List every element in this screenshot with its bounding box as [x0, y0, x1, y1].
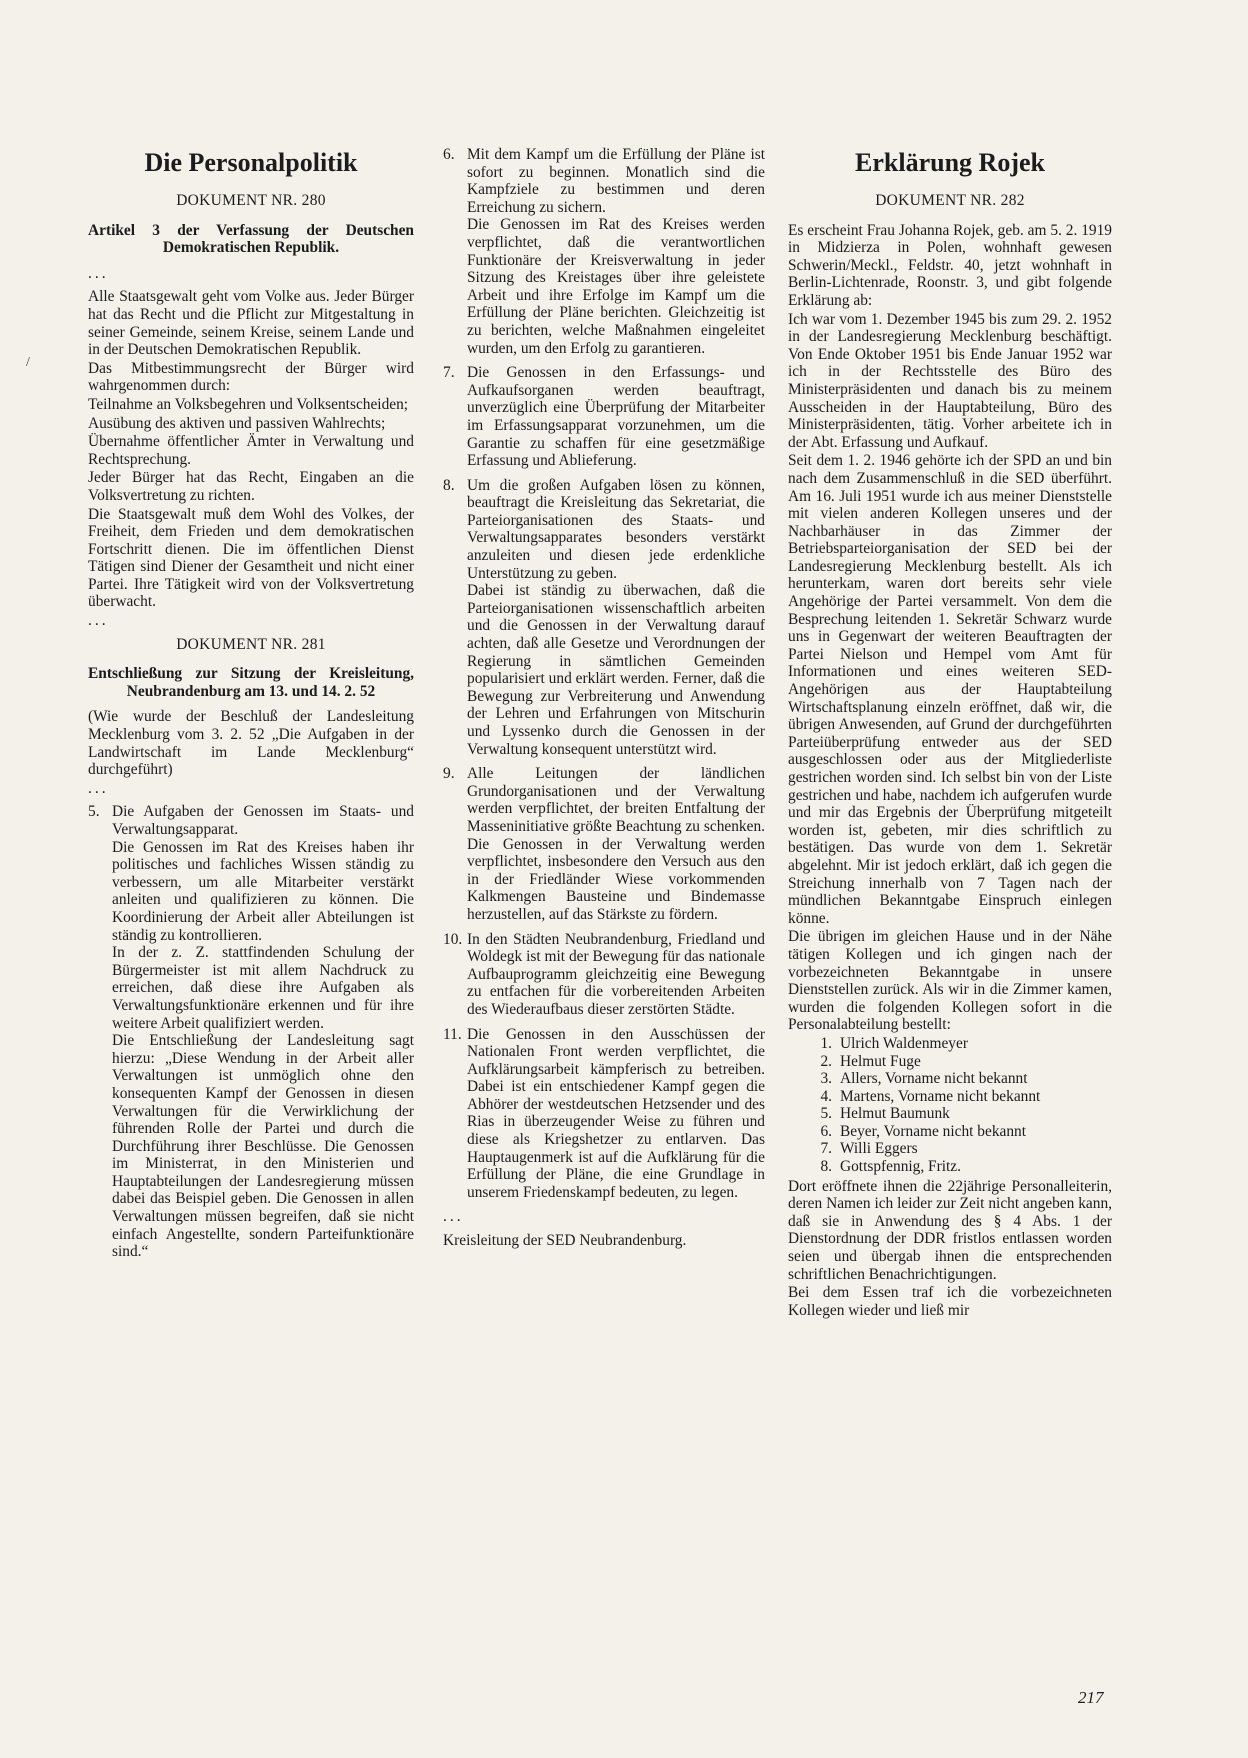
paragraph: In den Städten Neubrandenburg, Friedland und Woldegk ist mit der Bewegung für das nationale Aufbauprogramm gleichzeitig eine Bewegung zu entfachen für die vorbereitenden Arbeiten des Wiederaufbaus dieser zerstörten Städte. — [467, 930, 765, 1018]
paragraph: In der z. Z. stattfindenden Schulung der Bürgermeister ist mit allem Nachdruck zu erreichen, daß diese ihre Aufgaben als Verwaltungsfunktionäre erkennen und für ihre weitere Arbeit qualifiziert werden. — [112, 944, 414, 1032]
paragraph: Die Genossen in den Ausschüssen der Nationalen Front werden verpflichtet, die Aufklärungsarbeit kämpferisch zu betreiben. Dabei ist ein entschiedener Kampf gegen die Abhörer der westdeutschen Hetzsender und des Rias in überzeugender Weise zu führen und diese als Kriegshetzer zu entlarven. Das Hauptaugenmerk ist auf die Aufklärung für die Erfüllung der Pläne, die eine Grundlage in unserem Friedenskampf bedeuten, zu legen. — [467, 1025, 765, 1201]
numbered-item-7 — [443, 364, 765, 470]
paragraph: Alle Leitungen der ländlichen Grundorganisationen und der Verwaltung werden verpflichtet, der breiten Entfaltung der Masseninitiative größte Beachtung zu schenken. Die Genossen in der Verwaltung werden verpflichtet, insbesondere den Versuch aus den in der Friedländer Wiese vorkommenden Kalkmengen Bausteine und Bindemasse herzustellen, auf das Stärkste zu fördern. — [467, 765, 765, 923]
paragraph: Die Staatsgewalt muß dem Wohl des Volkes, der Freiheit, dem Frieden und dem demokratischen Fortschritt dienen. Die im öffentlichen Dienst Tätigen sind Diener der Gesamtheit und nicht einer Partei. Ihre Tätigkeit wird von der Volksvertretung überwacht. — [88, 505, 414, 611]
list-item: 8. Gottspfennig, Fritz. — [820, 1158, 961, 1176]
ellipsis: ... — [88, 779, 109, 797]
numbered-item-5 — [88, 803, 414, 1260]
paragraph: Die Genossen im Rat des Kreises haben ihr politisches und fachliches Wissen ständig zu verbessern, um alle Mitarbeiter verstärkt anleiten und qualifizieren zu können. Die Koordinierung der Arbeit aller Abteilungen ist ständig zu kontrollieren. — [112, 838, 414, 944]
column-left — [88, 140, 414, 1268]
paragraph: Seit dem 1. 2. 1946 gehörte ich der SPD an und bin nach dem Zusammenschluß in die SED überführt. Am 16. Juli 1951 wurde ich aus meiner Dienststelle mit vielen anderen Kollegen unseres und der Nachbarhäuser in das Zimmer der Betriebsparteiorganisation der SED bei der Landesregierung Mecklenburg bestellt. Als ich herunterkam, waren dort bereits sehr viele Angehörige der Partei versammelt. Von dem die Besprechung leitenden 1. Sekretär Schwarz wurde uns in Gegenwart der weiteren Beauftragten der Partei Nielson und Hempel vom Amt für Informationen und eines weiteren SED-Angehörigen aus der Hauptabteilung Wirtschaftsplanung einzeln eröffnet, daß wir, die übrigen Anwesenden, auf Grund der durchgeführten Parteiüberprüfung entweder aus der SED ausgeschlossen oder aus der Mitgliederliste gestrichen worden sind. Ich selbst bin von der Liste gestrichen und habe, nachdem ich aufgerufen wurde und mir das Ergebnis der Überprüfung mitgeteilt worden ist, gebeten, mir dies schriftlich zu bestätigen. Das wurde von dem 1. Sekretär abgelehnt. Mir ist jedoch erklärt, daß ich gegen die Streichung innerhalb von 7 Tagen nach der mündlichen Bekanntgabe Einspruch einlegen könne. — [788, 452, 1112, 927]
ellipsis: ... — [88, 612, 109, 630]
paragraph: Die Genossen in den Erfassungs- und Aufkaufsorganen werden beauftragt, unverzüglich eine Überprüfung der Mitarbeiter im Erfassungsapparat vorzunehmen, um die Garantie zu schaffen für eine gesetzmäßige Erfassung und Ablieferung. — [467, 364, 765, 470]
margin-mark: / — [26, 355, 30, 370]
ellipsis: ... — [88, 264, 109, 282]
paragraph: Um die großen Aufgaben lösen zu können, beauftragt die Kreisleitung das Sekretariat, die Parteiorganisationen des Staats- und Verwaltungsapparates besonders verstärkt anzuleiten und diesen jede erdenkliche Unterstützung zu geben. — [467, 476, 765, 582]
signature: Kreisleitung der SED Neubrandenburg. — [443, 1232, 687, 1250]
list-item: 6. Beyer, Vorname nicht bekannt — [820, 1122, 1027, 1140]
item-number: 5. — [88, 803, 100, 821]
paragraph: Ich war vom 1. Dezember 1945 bis zum 29. 2. 1952 in der Landesregierung Mecklenburg beschäftigt. Von Ende Oktober 1951 bis Ende Januar 1952 war ich in der Rechtsstelle des Büro des Ministerpräsidenten und danach bis zu meinem Ausscheiden in der Hauptabteilung, Büro des Ministerpräsidenten, tätig. Vorher arbeitete ich in der Abt. Erfassung und Aufkauf. — [788, 310, 1112, 451]
paragraph: Die übrigen im gleichen Hause und in der Nähe tätigen Kollegen und ich gingen nach der vorbezeichneten Bekanntgabe in unsere Dienststellen zurück. Als wir in die Zimmer kamen, wurden die folgenden Kollegen sofort in die Personalabteilung bestellt: — [788, 928, 1112, 1034]
numbered-item-8 — [443, 477, 765, 759]
numbered-item-6 — [443, 146, 765, 357]
paragraph: Das Mitbestimmungsrecht der Bürger wird wahrgenommen durch: — [88, 359, 414, 395]
column-right — [788, 140, 1112, 1320]
list-item: 2. Helmut Fuge — [820, 1052, 921, 1070]
list-item: 7. Willi Eggers — [820, 1140, 918, 1158]
paragraph: Es erscheint Frau Johanna Rojek, geb. am 5. 2. 1919 in Midzierza in Polen, wohnhaft gewesen Schwerin/Meckl., Feldstr. 40, jetzt wohnhaft in Berlin-Lichtenrade, Roonstr. 3, und gibt folgende Erklärung ab: — [788, 221, 1112, 309]
paragraph: Dabei ist ständig zu überwachen, daß die Parteiorganisationen wissenschaftlich arbeiten und die Genossen in der Verwaltung darauf achten, daß alle Gesetze und Verordnungen der Regierung in sämtlichen Gemeinden popularisiert und erklärt werden. Ferner, daß die Bewegung zur Verbreiterung und Anwendung der Lehren und Erfahrungen von Mitschurin und Lyssenko durch die Genossen in der Verwaltung konsequent unterstützt wird. — [467, 582, 765, 758]
paragraph: Die Entschließung der Landesleitung sagt hierzu: „Diese Wendung in der Arbeit aller Verwaltungen ist unmöglich ohne den konsequenten Kampf der Genossen in diesen Verwaltungen für die Verwirklichung der führenden Rolle der Partei und durch die Durchführung ihrer Beschlüsse. Die Genossen im Ministerrat, in den Ministerien und Hauptabteilungen der Landesregierung müssen dabei das Beispiel geben. Die Genossen in allen Verwaltungen müssen begreifen, daß sie nicht einfach Angestellte, sondern Parteifunktionäre sind.“ — [112, 1032, 414, 1261]
item-number: 9. — [443, 765, 455, 783]
item-number: 10. — [443, 930, 463, 948]
paragraph: Die Genossen im Rat des Kreises werden verpflichtet, daß die verantwortlichen Funktionäre der Kreisverwaltung in jeder Sitzung des Kreistages über ihre geleistete Arbeit und ihre Erfolge im Kampf um die Erfüllung der Pläne berichten. Gleichzeitig ist zu berichten, welche Maßnahmen eingeleitet wurden, um den Erfolg zu garantieren. — [467, 216, 765, 357]
article-heading: Artikel 3 der Verfassung der Deutschen Demokratischen Republik. — [88, 221, 414, 257]
ellipsis: ... — [443, 1208, 464, 1226]
paragraph: Teilnahme an Volksbegehren und Volksentscheiden; — [88, 395, 409, 413]
paragraph: Mit dem Kampf um die Erfüllung der Pläne ist sofort zu beginnen. Monatlich sind die Kampfziele zu bestimmen und deren Erreichung zu sichern. — [467, 146, 765, 216]
paragraph: Alle Staatsgewalt geht vom Volke aus. Jeder Bürger hat das Recht und die Pflicht zur Mitgestaltung in seiner Gemeinde, seinem Kreise, seinem Lande und in der Deutschen Demokratischen Republik. — [88, 288, 414, 359]
list-item: 5. Helmut Baumunk — [820, 1105, 950, 1123]
paragraph: Übernahme öffentlicher Ämter in Verwaltung und Rechtsprechung. — [88, 433, 414, 468]
resolution-title: Entschließung zur Sitzung der Kreisleitung, Neubrandenburg am 13. und 14. 2. 52 — [88, 665, 414, 700]
document-heading-281: DOKUMENT NR. 281 — [176, 635, 326, 653]
paragraph: Jeder Bürger hat das Recht, Eingaben an die Volksvertretung zu richten. — [88, 469, 414, 504]
list-item: 1. Ulrich Waldenmeyer — [820, 1034, 968, 1052]
colleague-list — [810, 1035, 1112, 1176]
page-number: 217 — [1078, 1688, 1104, 1707]
paragraph: Dort eröffnete ihnen die 22jährige Personalleiterin, deren Namen ich leider zur Zeit nicht angeben kann, daß sie in Anwendung des § 4 Abs. 1 der Dienstordnung der DDR fristlos entlassen worden seien und übergab ihnen die entsprechenden schriftlichen Benachrichtigungen. — [788, 1177, 1112, 1283]
numbered-item-9 — [443, 765, 765, 923]
numbered-item-10 — [443, 931, 765, 1019]
numbered-item-11 — [443, 1026, 765, 1202]
item-number: 11. — [443, 1025, 462, 1043]
paragraph: Die Aufgaben der Genossen im Staats- und Verwaltungsapparat. — [112, 803, 414, 838]
item-number: 7. — [443, 364, 455, 382]
document-heading-280: DOKUMENT NR. 280 — [176, 192, 326, 209]
document-heading-282: DOKUMENT NR. 282 — [875, 192, 1025, 209]
paragraph: (Wie wurde der Beschluß der Landesleitung Mecklenburg vom 3. 2. 52 „Die Aufgaben in der Landwirtschaft im Lande Mecklenburg“ durchgeführt) — [88, 708, 414, 779]
item-number: 8. — [443, 476, 455, 494]
section-title-personalpolitik: Die Personalpolitik — [144, 148, 358, 177]
paragraph: Bei dem Essen traf ich die vorbezeichneten Kollegen wieder und ließ mir — [788, 1284, 1112, 1319]
list-item: 4. Martens, Vorname nicht bekannt — [820, 1087, 1041, 1105]
column-middle — [443, 146, 765, 1257]
section-title-erklaerung: Erklärung Rojek — [855, 148, 1045, 177]
list-item: 3. Allers, Vorname nicht bekannt — [820, 1070, 1028, 1088]
item-number: 6. — [443, 146, 455, 163]
paragraph: Ausübung des aktiven und passiven Wahlrechts; — [88, 414, 386, 432]
